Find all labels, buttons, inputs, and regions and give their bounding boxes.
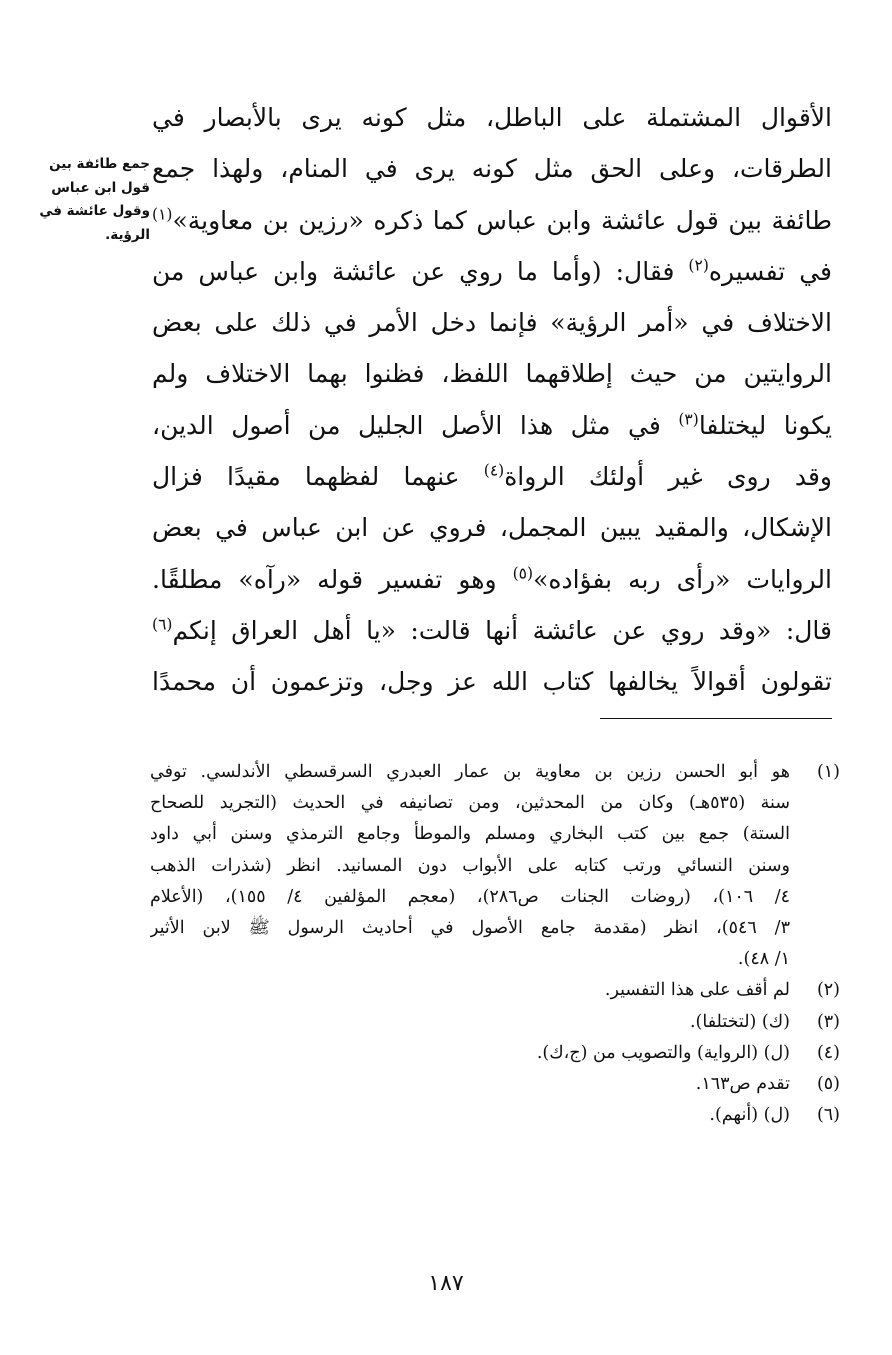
text-line: الإشكال، والمقيد يبين المجمل، فروي عن ابن عباس في بعض [152,513,832,543]
text-line: الأقوال المشتملة على الباطل، مثل كونه يرى بالأبصار في [152,103,832,132]
footnote [150,757,840,975]
text-line: تقولون أقوالاً يخالفها كتاب الله عز وجل، وتزعمون أن محمدًا [152,667,832,697]
footnote-line: ٤/ ١٠٦)، (روضات الجنات ص٢٨٦)، (معجم المؤلفين ٤/ ١٥٥)، (الأعلام [150,886,790,907]
footnote-ref: (٥) [512,564,534,583]
footnote-ref: (٢) [688,256,709,275]
text-line: الاختلاف في «أمر الرؤية» فإنما دخل الأمر في ذلك على بعض [152,308,832,338]
margin-note [39,153,150,247]
text-line: الطرقات، وعلى الحق مثل كونه يرى في المنام، ولهذا جمع [152,154,832,184]
footnote-line: ١/ ٤٨). [737,949,790,970]
footnote-number: (٣) [816,1011,840,1032]
footnote-body [150,1007,790,1038]
main-text [152,92,832,708]
footnote-number: (١) [816,762,840,782]
footnote-ref: (٦) [152,615,173,634]
footnote-ref: (٣) [678,410,699,429]
text-line: قال: «وقد روي عن عائشة أنها قالت: «يا أهل العراق إنكم$^{(٦)}$ [152,615,832,645]
text-line: يكونا ليختلفا$^{(٣)}$ في مثل هذا الأصل الجليل من أصول الدين، [152,410,832,440]
footnote-ref: (٤) [483,461,505,480]
footnote-ref: (١) [152,205,173,224]
footnote-body [150,975,790,1006]
footnote-line: (ل) (أنهم). [709,1105,790,1126]
margin-note-line: جمع طائفة بين [49,156,150,172]
footnote [150,1069,840,1100]
footnote [150,1038,840,1069]
footnote-line: تقدم ص١٦٣. [695,1073,790,1094]
footnote-body [150,1038,790,1069]
text-line: الروايتين من حيث إطلاقهما اللفظ، فظنوا بهما الاختلاف ولم [152,359,832,389]
page-number: ١٨٧ [428,1271,464,1296]
footnote-number: (٢) [816,980,840,1001]
footnote-line: هو أبو الحسن رزين بن معاوية بن عمار العبدري السرقسطي الأندلسي. توفي [150,762,790,782]
footnotes [150,757,840,1131]
text-line: طائفة بين قول عائشة وابن عباس كما ذكره «رزين بن معاوية»$^{(١)}$ [152,205,832,235]
text-line: في تفسيره$^{(٢)}$ فقال: (وأما ما روي عن عائشة وابن عباس من [152,256,832,286]
margin-note-line: قول ابن عباس [51,179,150,196]
footnote-line: الستة) جمع بين كتب البخاري ومسلم والموطأ وجامع الترمذي وسنن أبي داود [150,824,790,845]
footnote-separator [600,718,832,719]
footnote-body [150,1069,790,1100]
footnote-number: (٤) [816,1042,840,1063]
footnote-body [150,757,790,975]
footnote [150,1100,840,1131]
footnote-line: ٣/ ٥٤٦)، انظر (مقدمة جامع الأصول في أحاديث الرسول ﷺ لابن الأثير [150,917,790,938]
footnote-number: (٦) [816,1105,840,1126]
margin-note-line: وقول عائشة في [39,203,150,219]
text-line: الروايات «رأى ربه بفؤاده»$^{(٥)}$ وهو تفسير قوله «رآه» مطلقًا. [152,564,832,594]
footnote [150,1007,840,1038]
margin-note-line: الرؤية. [105,226,150,243]
footnote-line: سنة (٥٣٥هـ) وكان من المحدثين، ومن تصانيفه في الحديث (التجريد للصحاح [150,793,790,814]
footnote-line: لم أقف على هذا التفسير. [604,980,790,1001]
footnote-line: وسنن النسائي ورتب كتابه على الأبواب دون المسانيد. انظر (شذرات الذهب [150,855,790,876]
footnote [150,975,840,1006]
footnote-body [150,1100,790,1131]
footnote-line: (ل) (الرواية) والتصويب من (ج،ك). [536,1042,790,1063]
text-line: وقد روى غير أولئك الرواة$^{(٤)}$ عنهما لفظهما مقيدًا فزال [152,461,832,492]
footnote-number: (٥) [816,1073,840,1094]
footnote-line: (ك) (لتختلفا). [689,1011,790,1032]
